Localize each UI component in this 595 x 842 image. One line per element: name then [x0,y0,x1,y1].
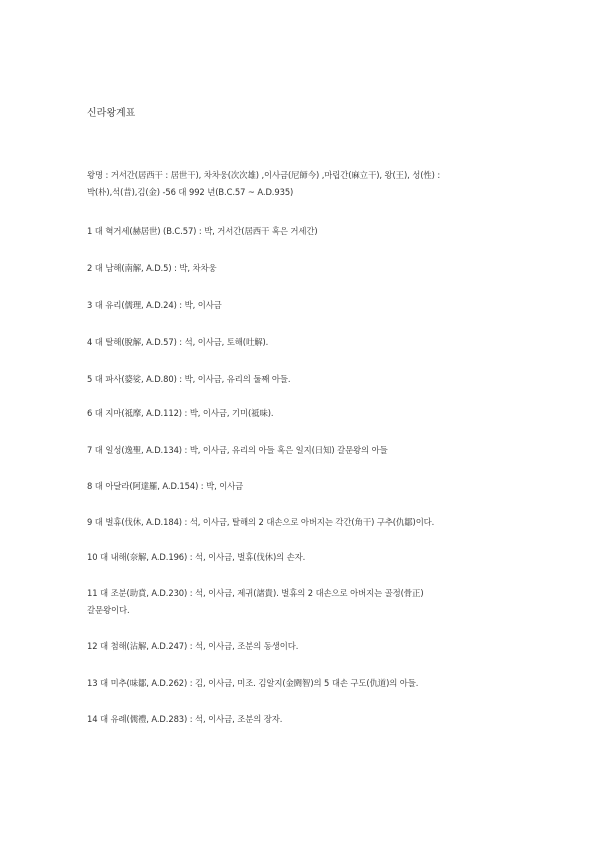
king-entry-line: 4 대 탈해(脫解, A.D.57) : 석, 이사금, 토해(吐解). [87,337,269,347]
king-entry-line: 9 대 벌휴(伐休, A.D.184) : 석, 이사금, 탈해의 2 대손으로 아버지는 각간(角干) 구추(仇鄒)이다. [87,517,435,527]
king-entry-line: 11 대 조분(助賁, A.D.230) : 석, 이사금, 제귀(諸貴). 벌휴의 2 대손으로 아버지는 골정(骨正) [87,588,424,598]
king-entry [87,442,527,459]
intro-paragraph [87,167,527,201]
intro-line: 왕명 : 거서간(居西干 : 居世干), 차차웅(次次雄) ,이사금(尼師今) ,마립간(麻立干), 왕(王), 성(性) : [87,170,441,180]
king-entry [87,223,527,240]
king-entry [87,514,527,531]
king-entry-line: 8 대 아달라(阿達羅, A.D.154) : 박, 이사금 [87,481,244,491]
king-entry-line: 10 대 내해(奈解, A.D.196) : 석, 이사금, 벌휴(伐休)의 손자. [87,552,306,562]
king-entry [87,371,527,388]
king-entry [87,549,527,566]
king-entry [87,585,527,619]
king-entry [87,297,527,314]
king-entry-line: 7 대 일성(逸聖, A.D.134) : 박, 이사금, 유리의 아들 혹은 일지(日知) 갈문왕의 아들 [87,445,388,455]
king-entry-line: 3 대 유리(儒理, A.D.24) : 박, 이사금 [87,300,222,310]
king-entry [87,638,527,655]
king-entry [87,711,527,728]
king-entry [87,334,527,351]
king-entry-line: 1 대 혁거세(赫居世) (B.C.57) : 박, 거서간(居西干 혹은 거세간) [87,226,318,236]
king-entry [87,260,527,277]
king-entry-line: 5 대 파사(婆娑, A.D.80) : 박, 이사금, 유리의 둘째 아들. [87,374,291,384]
king-entry [87,675,527,692]
king-entry-line: 14 대 유례(儒禮, A.D.283) : 석, 이사금, 조분의 장자. [87,714,283,724]
king-entry-line: 6 대 지마(祗摩, A.D.112) : 박, 이사금, 기미(祗味). [87,408,274,418]
page-title: 신라왕계표 [87,108,136,119]
king-entry-line: 갈문왕이다. [87,605,130,615]
king-entry [87,478,527,495]
king-entry-line: 2 대 남해(南解, A.D.5) : 박, 차차웅 [87,263,217,273]
intro-line: 박(朴),석(昔),김(金) -56 대 992 년(B.C.57 ~ A.D.935) [87,187,294,197]
king-entry [87,405,527,422]
king-entry-line: 13 대 미추(味鄒, A.D.262) : 김, 이사금, 미조. 김알지(金閼智)의 5 대손 구도(仇道)의 아들. [87,678,419,688]
king-entry-line: 12 대 첨해(沾解, A.D.247) : 석, 이사금, 조분의 동생이다. [87,641,299,651]
